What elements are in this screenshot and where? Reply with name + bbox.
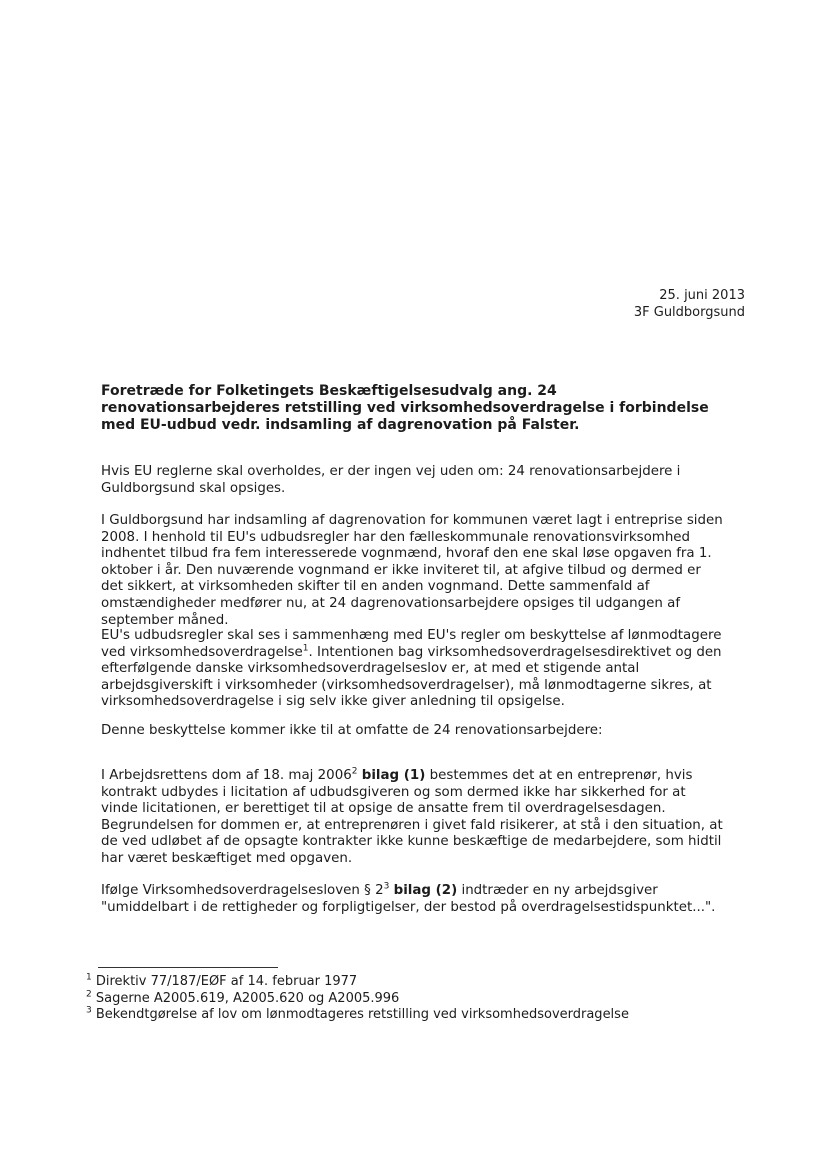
- footnote-number: 2: [86, 989, 92, 1000]
- paragraph-protection: Denne beskyttelse kommer ikke til at omfatte de 24 renovationsarbejdere:: [101, 723, 603, 738]
- sender-org: 3F Guldborgsund: [633, 305, 745, 320]
- date-block: [634, 287, 745, 321]
- attachment-2-label: bilag (2): [393, 883, 458, 898]
- footnote: [86, 1007, 726, 1024]
- transfer-law-text-b: indtræder en ny arbejdsgiver "umiddelbart i de rettigheder og forpligtigelser, der bestod på overdragelsestidspunktet...".: [101, 883, 716, 915]
- footnote: [86, 991, 726, 1008]
- footnote-ref-2: 2: [351, 766, 358, 777]
- footnotes: [86, 974, 726, 1024]
- court-ruling-text-a: I Arbejdsrettens dom af 18. maj 2006: [101, 768, 352, 783]
- transfer-law-text-a: Ifølge Virksomhedsoverdragelsesloven § 2: [101, 883, 384, 898]
- paragraph-transfer-law: [101, 883, 726, 916]
- attachment-1-label: bilag (1): [361, 768, 426, 783]
- paragraph-eu-rules: [101, 628, 726, 711]
- footnote-text: Bekendtgørelse af lov om lønmodtageres retstilling ved virksomhedsoverdragelse: [95, 1007, 629, 1022]
- paragraph-background: I Guldborgsund har indsamling af dagrenovation for kommunen været lagt i entreprise siden 2008. I henhold til EU's udbudsregler har den fælleskommunale renovationsvirksomhed indhentet tilbud fra fem interesserede vognmænd, hvoraf den ene skal løse opgaven fra 1. oktober i år. Den nuværende vognmand er ikke inviteret til, at afgive tilbud og dermed er det sikkert, at virksomheden skifter til en anden vognmand. Dette sammenfald af omstændigheder medfører nu, at 24 dagrenovationsarbejdere opsiges til udgangen af september måned.: [101, 513, 723, 628]
- letter-date: 25. juni 2013: [659, 288, 745, 303]
- footnote-ref-1: 1: [302, 643, 309, 654]
- paragraph-eu-rules-text-b: . Intentionen bag virksomhedsoverdragelsesdirektivet og den efterfølgende danske virksomhedsoverdragelseslov er, at med et stigende antal arbejdsgiverskift i virksomheder (virksomhedsoverdragelser), må lønmodtagerne sikres, at virksomhedsoverdragelse i sig selv ikke giver anledning til opsigelse.: [101, 644, 722, 710]
- footnote-ref-3: 3: [383, 881, 390, 892]
- footnote-text: Sagerne A2005.619, A2005.620 og A2005.996: [95, 990, 400, 1006]
- footnote-divider: [98, 967, 278, 968]
- document-title: Foretræde for Folketingets Beskæftigelsesudvalg ang. 24 renovationsarbejderes retstilling ved virksomhedsoverdragelse i forbindelse med EU-udbud vedr. indsamling af dagrenovation på Falster.: [101, 383, 709, 433]
- footnote-number: 3: [86, 1005, 92, 1016]
- paragraph-court-ruling: [101, 768, 726, 868]
- footnote: [86, 974, 726, 991]
- paragraph-eu-rules-text-a: EU's udbudsregler skal ses i sammenhæng med EU's regler om beskyttelse af lønmodtagere ved virksomhedsoverdragelse: [101, 628, 722, 660]
- paragraph-intro: Hvis EU reglerne skal overholdes, er der ingen vej uden om: 24 renovationsarbejdere i Guldborgsund skal opsiges.: [101, 464, 681, 496]
- footnote-text: Direktiv 77/187/EØF af 14. februar 1977: [95, 974, 358, 989]
- footnote-number: 1: [86, 972, 92, 983]
- court-ruling-text-b: bestemmes det at en entreprenør, hvis kontrakt udbydes i licitation af udbudsgiveren og som dermed ikke har sikkerhed for at vinde licitationen, er berettiget til at opsige de ansatte frem til overdragelsesdagen. Begrundelsen for dommen er, at entreprenøren i givet fald risikerer, at stå i den situation, at de ved udløbet af de opsagte kontrakter ikke kunne beskæftige de medarbejdere, som hidtil har været beskæftiget med opgaven.: [101, 768, 723, 866]
